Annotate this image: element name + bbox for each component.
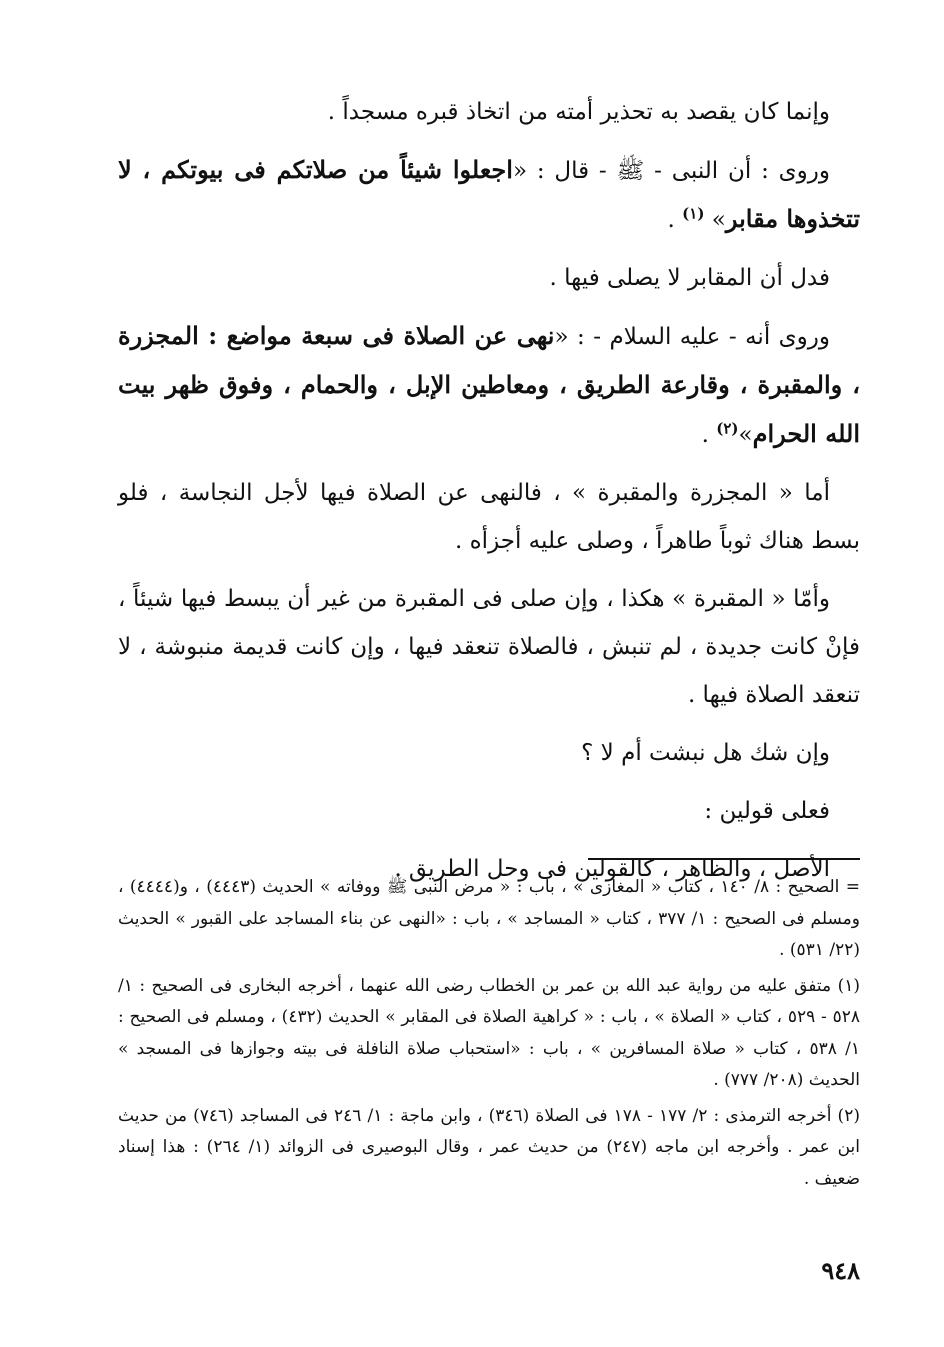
paragraph-4 (118, 312, 860, 459)
paragraph-5 (118, 469, 860, 565)
paragraph-7-text: وإن شك هل نبشت أم لا ؟ (581, 740, 830, 766)
paragraph-2-end: . (667, 207, 683, 233)
paragraph-3 (118, 254, 860, 302)
footnote-ref-2: (٢) (716, 419, 739, 438)
paragraph-4-end: . (701, 422, 717, 448)
page-number: ٩٤٨ (821, 1256, 860, 1285)
paragraph-2 (118, 146, 860, 244)
paragraph-1 (118, 88, 860, 136)
hadith-quote-2: نهى عن الصلاة فى سبعة مواضع : المجزرة ، والمقبرة ، وقارعة الطريق ، ومعاطين الإبل ، والحمام ، وفوق ظهر بيت الله الحرام (118, 321, 861, 448)
footnote-1: (١) متفق عليه من رواية عبد الله بن عمر بن الخطاب رضى الله عنهما ، أخرجه البخارى فى الصحيح : ١/ ٥٢٨ - ٥٢٩ ، كتاب « الصلاة » ، باب : « كراهية الصلاة فى المقابر » الحديث (٤٣٢) ، ومسلم فى الصحيح : ١/ ٥٣٨ ، كتاب « صلاة المسافرين » ، باب : «استحباب صلاة النافلة فى بيته وجوازها فى المسجد » الحديث (٢٠٨/ ٧٧٧) . (118, 975, 861, 1090)
footnotes (118, 872, 860, 1199)
hadith-quote-1: اجعلوا شيئاً من صلاتكم فى بيوتكم ، لا تتخذوها مقابر (118, 155, 860, 233)
paragraph-5-text: أما « المجزرة والمقبرة » ، فالنهى عن الصلاة فيها لأجل النجاسة ، فلو بسط هناك ثوباً طاهراً ، وصلى عليه أجزأه . (118, 480, 860, 554)
footnote-ref-1: (١) (682, 204, 705, 223)
footnote-continued: = الصحيح : ٨/ ١٤٠ ، كتاب « المغازى » ، باب : « مرض النبى ﷺ ووفاته » الحديث (٤٤٤٣) ، و(٤٤٤٤) ، ومسلم فى الصحيح : ١/ ٣٧٧ ، كتاب « المساجد » ، باب : «النهى عن بناء المساجد على القبور » الحديث (٢٢/ ٥٣١) . (118, 877, 860, 960)
paragraph-6-text: وأمّا « المقبرة » هكذا ، وإن صلى فى المقبرة من غير أن يبسط فيها شيئاً ، فإنْ كانت جديدة ، لم تنبش ، فالصلاة تنعقد فيها ، وإن كانت قديمة منبوشة ، لا تنعقد الصلاة فيها . (118, 586, 860, 708)
quote-close-1: » (711, 207, 726, 233)
paragraph-9-text: الأصل ، والظاهر ، كالقولين فى وحل الطريق . (394, 856, 830, 882)
paragraph-8-text: فعلى قولين : (704, 798, 830, 824)
quote-close-2: » (738, 422, 753, 448)
paragraph-4-lead: وروى أنه - عليه السلام - : « (554, 324, 830, 350)
paragraph-6 (118, 575, 860, 719)
paragraph-7 (118, 729, 860, 777)
main-text (118, 88, 860, 903)
footnote-separator (588, 858, 860, 860)
paragraph-2-lead: وروى : أن النبى - ﷺ - قال : « (512, 158, 830, 184)
paragraph-3-text: فدل أن المقابر لا يصلى فيها . (549, 265, 830, 291)
footnote-2: (٢) أخرجه الترمذى : ٢/ ١٧٧ - ١٧٨ فى الصلاة (٣٤٦) ، وابن ماجة : ١/ ٢٤٦ فى المساجد (٧٤٦) من حديث ابن عمر . وأخرجه ابن ماجه (٢٤٧) من حديث عمر ، وقال البوصيرى فى الزوائد (١/ ٢٦٤) : هذا إسناد ضعيف . (118, 1105, 860, 1189)
paragraph-8 (118, 787, 860, 835)
paragraph-1-text: وإنما كان يقصد به تحذير أمته من اتخاذ قبره مسجداً . (327, 99, 830, 125)
